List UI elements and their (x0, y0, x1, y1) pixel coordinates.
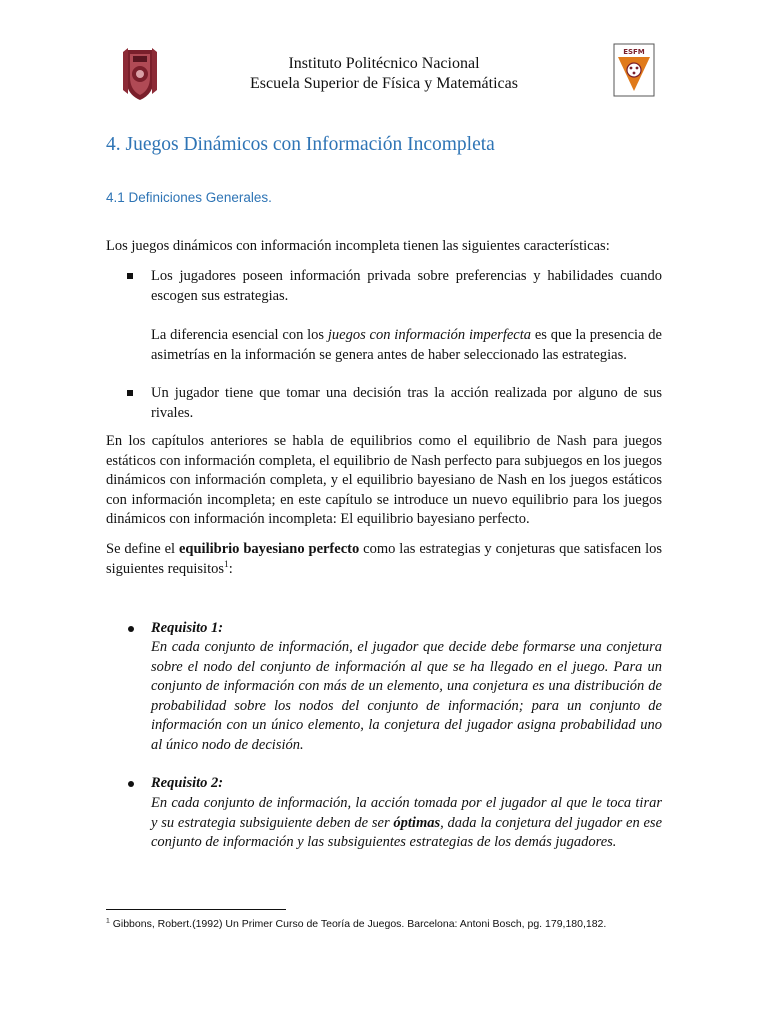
bullet-1-text: Los jugadores poseen información privada sobre preferencias y habilidades cuando escogen sus estrategias. (151, 268, 662, 304)
paragraph-equilibria: En los capítulos anteriores se habla de equilibrios como el equilibrio de Nash para juegos estáticos con información completa, el equilibrio de Nash perfecto para subjuegos en los juegos dinámicos con información completa, y el equilibrio bayesiano de Nash en los juegos estáticos con información incompleta; en este capítulo se introduce un nuevo equilibrio para los juegos dinámicos con información incompleta: El equilibrio bayesiano perfecto. (106, 433, 662, 527)
requirement-1-body: En cada conjunto de información, el jugador que decide debe formarse una conjetura sobre el nodo del conjunto de información al que se ha llegado en el juego. Para un conjunto de información con más de un elemento, una conjetura es una distribución de probabilidad sobre los nodos del conjunto de información; para un conjunto de información con un único elemento, la conjetura del jugador asigna probabilidad uno al único nodo de decisión. (151, 639, 662, 753)
header-school: Escuela Superior de Física y Matemáticas (250, 75, 518, 92)
paragraph-definition: Se define el equilibrio bayesiano perfecto como las estrategias y conjeturas que satisfacen los siguientes requisitos$^1$: (106, 541, 662, 577)
square-bullet-icon (127, 273, 133, 279)
footnote: $^1$ Gibbons, Robert.(1992) Un Primer Curso de Teoría de Juegos. Barcelona: Antoni Bosch, pg. 179,180,182. (106, 917, 607, 930)
bullet-2-text: Un jugador tiene que tomar una decisión tras la acción realizada por alguno de sus rivales. (151, 385, 662, 421)
requirement-2-title: Requisito 2: (151, 775, 224, 791)
round-bullet-icon (128, 781, 134, 787)
requirement-2-body: En cada conjunto de información, la acción tomada por el jugador al que le toca tirar y su estrategia subsiguiente deben de ser óptimas, dada la conjetura del jugador en ese conjunto de información y las subsiguientes estrategias de los demás jugadores. (151, 795, 663, 850)
ipn-logo-icon (120, 44, 160, 102)
requirement-1-title: Requisito 1: (151, 620, 224, 636)
esfm-logo-icon (613, 43, 655, 97)
header-institution: Instituto Politécnico Nacional (288, 55, 480, 72)
section-title: 4.1 Definiciones Generales. (106, 190, 272, 205)
square-bullet-icon (127, 390, 133, 396)
round-bullet-icon (128, 626, 134, 632)
chapter-title: 4. Juegos Dinámicos con Información Incompleta (106, 134, 495, 155)
bullet-1-note: La diferencia esencial con los juegos con información imperfecta es que la presencia de asimetrías en la información se genera antes de haber seleccionado las estrategias. (151, 327, 662, 363)
footnote-divider (106, 909, 286, 910)
svg-text:ESFM: ESFM (623, 48, 645, 56)
intro-paragraph: Los juegos dinámicos con información incompleta tienen las siguientes características: (106, 238, 610, 254)
